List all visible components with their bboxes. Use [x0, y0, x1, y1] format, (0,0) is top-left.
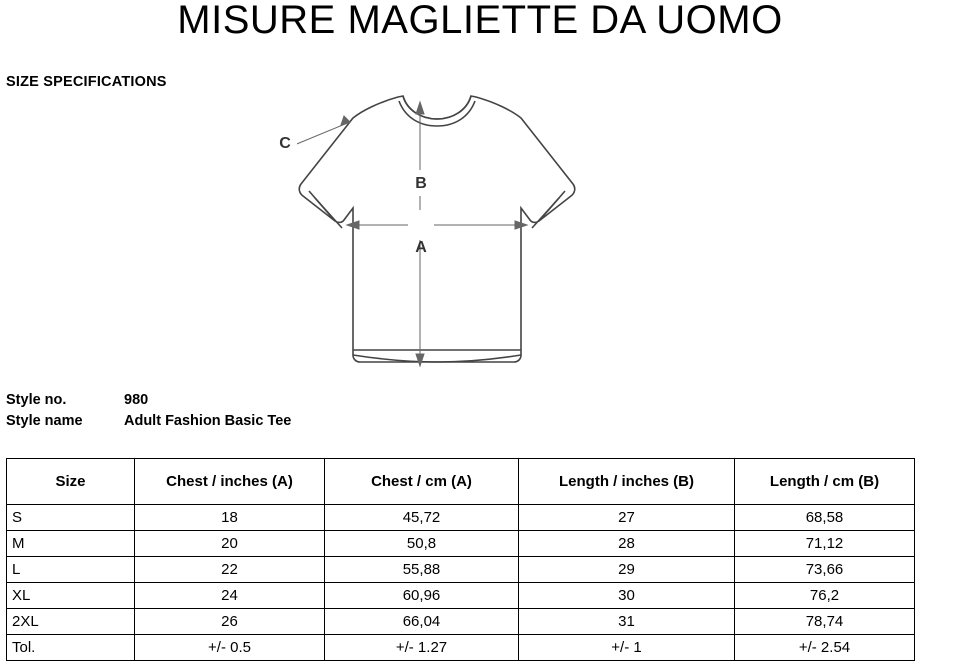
cell-length-inches: +/- 1: [519, 635, 735, 661]
column-header-size: Size: [7, 459, 135, 505]
table-header-row: [7, 459, 915, 505]
cell-length-inches: 30: [519, 583, 735, 609]
page-title: MISURE MAGLIETTE DA UOMO: [177, 0, 783, 42]
cell-length-cm: 76,2: [735, 583, 915, 609]
cell-size: M: [7, 531, 135, 557]
cell-chest-inches: +/- 0.5: [135, 635, 325, 661]
cell-size: 2XL: [7, 609, 135, 635]
cell-chest-cm: 55,88: [325, 557, 519, 583]
cell-length-inches: 31: [519, 609, 735, 635]
cell-chest-cm: 50,8: [325, 531, 519, 557]
size-table-container: [6, 458, 914, 661]
style-name-value: Adult Fashion Basic Tee: [124, 413, 292, 429]
table-row: [7, 583, 915, 609]
diagram-label-a: A: [415, 239, 427, 256]
cell-chest-inches: 24: [135, 583, 325, 609]
cell-chest-cm: 45,72: [325, 505, 519, 531]
cell-length-inches: 27: [519, 505, 735, 531]
cell-length-cm: 68,58: [735, 505, 915, 531]
cell-chest-cm: 66,04: [325, 609, 519, 635]
table-row: [7, 531, 915, 557]
cell-length-inches: 28: [519, 531, 735, 557]
cell-length-cm: 73,66: [735, 557, 915, 583]
cell-chest-inches: 22: [135, 557, 325, 583]
cell-size: L: [7, 557, 135, 583]
column-header-length-cm: Length / cm (B): [735, 459, 915, 505]
table-row: [7, 557, 915, 583]
table-row: [7, 635, 915, 661]
column-header-chest-cm: Chest / cm (A): [325, 459, 519, 505]
cell-length-cm: 71,12: [735, 531, 915, 557]
style-no-label: Style no.: [6, 392, 67, 408]
cell-length-inches: 29: [519, 557, 735, 583]
cell-size: Tol.: [7, 635, 135, 661]
size-specifications-label: SIZE SPECIFICATIONS: [6, 74, 167, 90]
table-row: [7, 609, 915, 635]
cell-chest-cm: 60,96: [325, 583, 519, 609]
cell-length-cm: 78,74: [735, 609, 915, 635]
style-no-row: [6, 392, 606, 413]
cell-chest-inches: 26: [135, 609, 325, 635]
tshirt-diagram: [235, 70, 605, 375]
cell-size: S: [7, 505, 135, 531]
style-info: [6, 392, 606, 434]
style-no-value: 980: [124, 392, 149, 408]
column-header-length-inches: Length / inches (B): [519, 459, 735, 505]
cell-chest-cm: +/- 1.27: [325, 635, 519, 661]
style-name-row: [6, 413, 606, 434]
size-table: [6, 458, 915, 661]
cell-chest-inches: 20: [135, 531, 325, 557]
table-row: [7, 505, 915, 531]
diagram-label-c: C: [279, 135, 291, 152]
column-header-chest-inches: Chest / inches (A): [135, 459, 325, 505]
diagram-label-b: B: [415, 175, 427, 192]
cell-length-cm: +/- 2.54: [735, 635, 915, 661]
style-name-label: Style name: [6, 413, 83, 429]
cell-size: XL: [7, 583, 135, 609]
cell-chest-inches: 18: [135, 505, 325, 531]
